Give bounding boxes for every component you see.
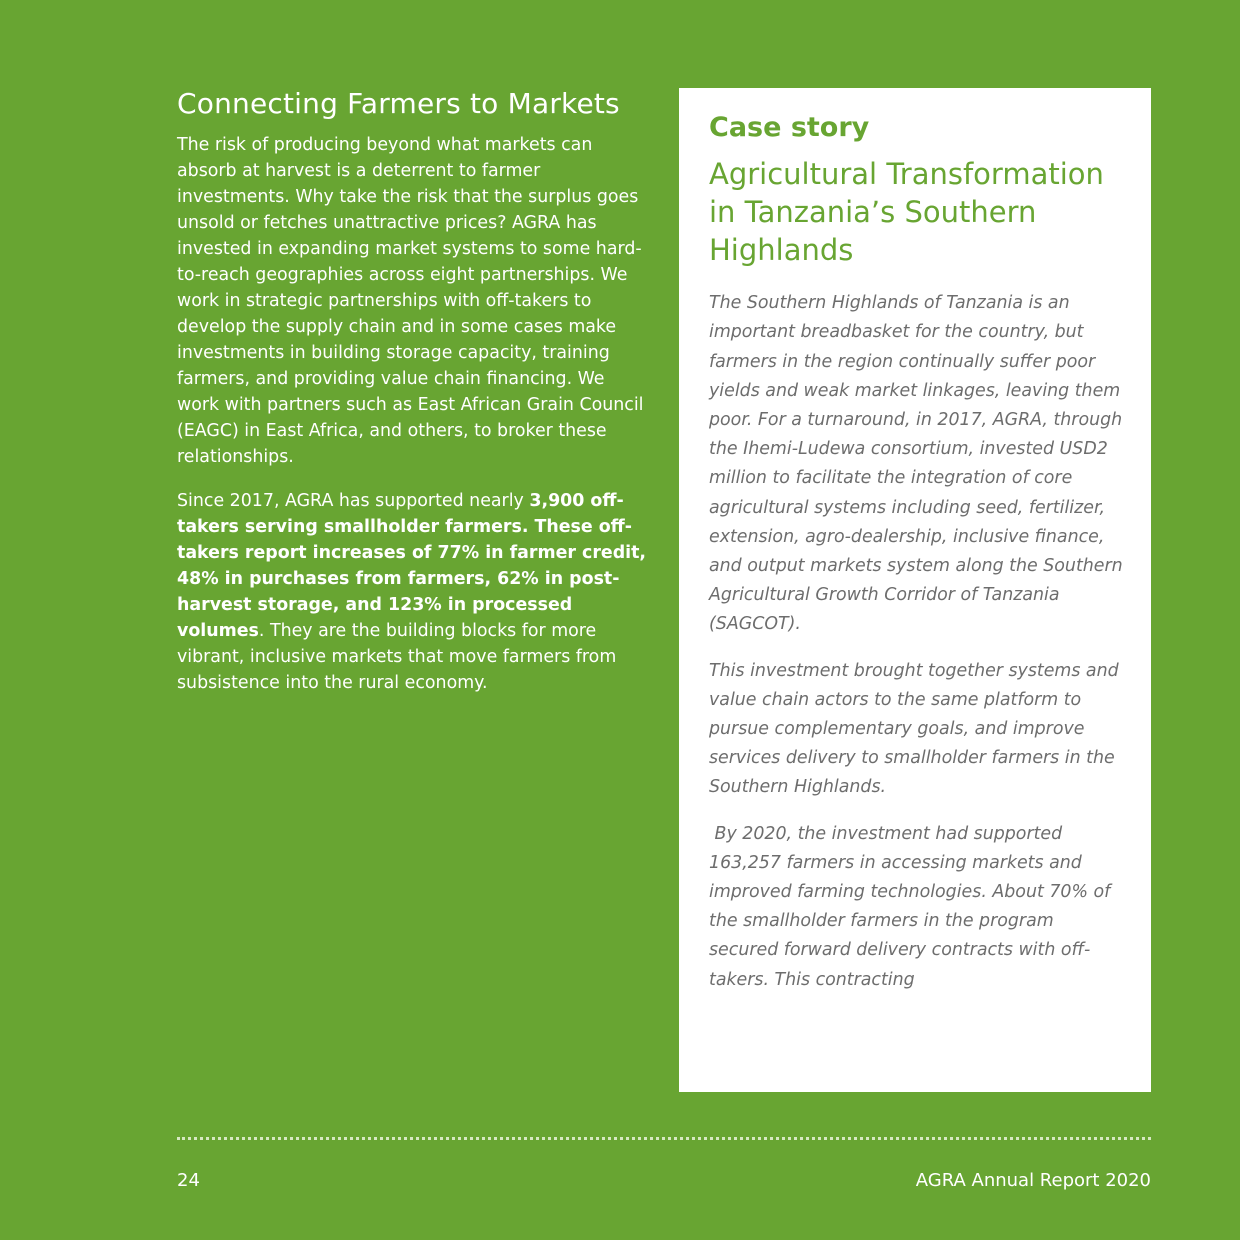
case-story-paragraph-1: The Southern Highlands of Tanzania is an important breadbasket for the country, but farmers in the region continually suffer poor yields and weak market linkages, leaving them poor. For a turnaround, in 2017, AGRA, through the Ihemi-Ludewa consortium, invested USD2 million to facilitate the integration of core agricultural systems including seed, fertilizer, extension, agro-dealership, inclusive finance, and output markets system along the Southern Agricultural Growth Corridor of Tanzania (SAGCOT). [709, 293, 1123, 635]
section-title: Connecting Farmers to Markets [177, 87, 620, 120]
publication-title: AGRA Annual Report 2020 [915, 1170, 1151, 1191]
paragraph-2-start: Since 2017, AGRA has supported nearly [177, 491, 530, 512]
body-paragraph-2 [177, 488, 652, 696]
case-story-paragraph-3: By 2020, the investment had supported 163,257 farmers in accessing markets and improved farming technologies. About 70% of the smallholder farmers in the program secured forward delivery contracts with off-takers. This contracting [709, 823, 1116, 990]
case-story-title: Agricultural Transformation in Tanzania’s Southern Highlands [709, 157, 1104, 268]
page-number: 24 [177, 1170, 200, 1191]
body-paragraph-1: The risk of producing beyond what markets can absorb at harvest is a deterrent to farmer investments. Why take the risk that the surplus goes unsold or fetches unattractive prices? AGRA has invested in expanding market systems to some hard-to-reach geographies across eight partnerships. We work in strategic partnerships with off-takers to develop the supply chain and in some cases make investments in building storage capacity, training farmers, and providing value chain financing. We work with partners such as East African Grain Council (EAGC) in East Africa, and others, to broker these relationships. [177, 135, 644, 468]
case-story-box [679, 88, 1151, 1092]
case-story-paragraph-2: This investment brought together systems and value chain actors to the same platform to pursue complementary goals, and improve services delivery to smallholder farmers in the Southern Highlands. [709, 660, 1119, 798]
footer-divider [177, 1137, 1151, 1140]
main-column [177, 86, 652, 714]
case-story-label: Case story [709, 112, 870, 143]
paragraph-2-highlight: 3,900 off-takers serving smallholder farmers. These off-takers report increases of 77% in farmer credit, 48% in purchases from farmers, 62% in post-harvest storage, and 123% in processed volumes [177, 491, 647, 642]
paragraph-2-end: . They are the building blocks for more vibrant, inclusive markets that move farmers from subsistence into the rural economy. [177, 621, 617, 694]
